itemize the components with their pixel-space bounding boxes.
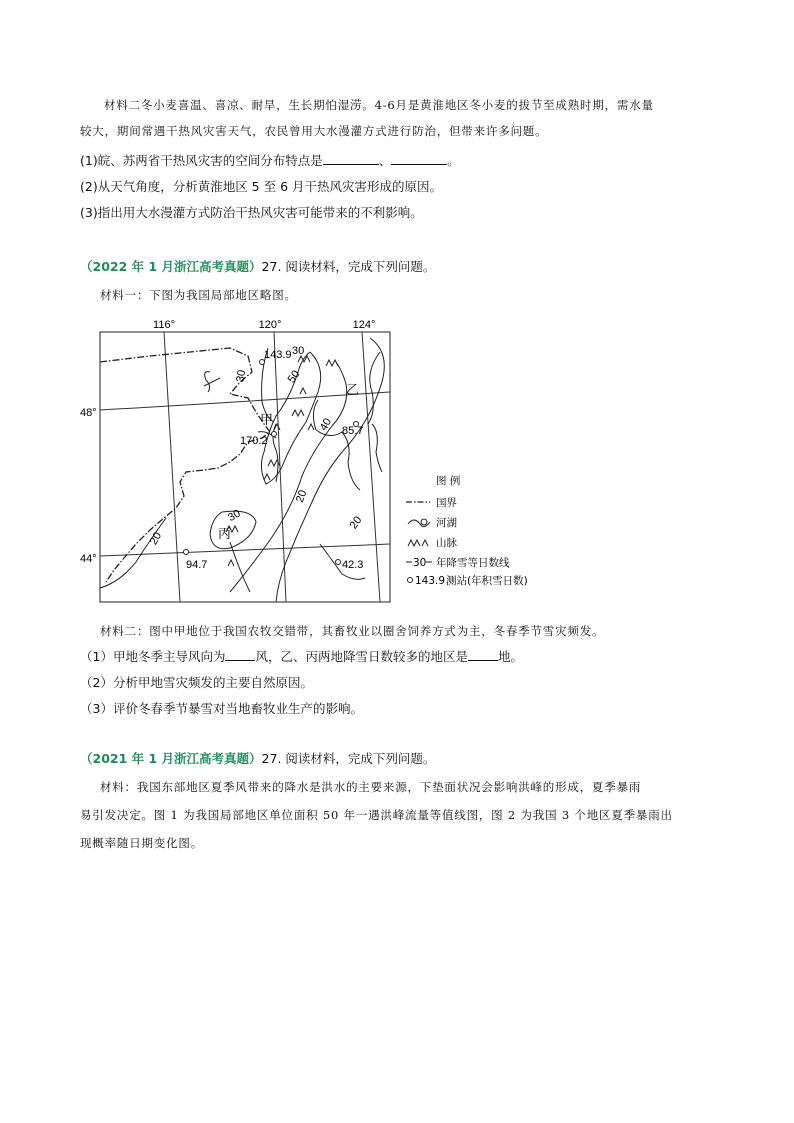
station-value: 85.7 [342, 425, 364, 437]
material2-line2: 较大，期间常遇干热风灾害天气，农民曾用大水漫灌方式进行防治，但带来许多问题。 [80, 124, 548, 138]
question-title: 27. 阅读材料，完成下列问题。 [261, 751, 436, 766]
mountains [226, 356, 338, 566]
legend-item-isoline: 年降雪等日数线 [436, 557, 510, 569]
place-bing: 丙 [218, 527, 232, 542]
section-2021-material-line3: 现概率随日期变化图。 [80, 836, 203, 850]
section-2021-header [80, 746, 720, 772]
answer-blank[interactable] [225, 646, 255, 661]
section-2022-q3: （3）评价冬春季节暴雪对当地畜牧业生产的影响。 [80, 701, 363, 716]
q1-text-b: 风，乙、丙两地降雪日数较多的地区是 [255, 649, 468, 664]
station-value: 94.7 [186, 559, 208, 571]
question-2: (2)从天气角度，分析黄淮地区 5 至 6 月干热风灾害形成的原因。 [80, 179, 443, 194]
legend-station-value: 143.9 [415, 575, 446, 587]
legend-item-border: 国界 [436, 497, 457, 509]
section-2022-material2: 材料二：图中甲地位于我国农牧交错带，其畜牧业以圈舍饲养方式为主，冬春季节雪灾频发。 [100, 624, 605, 638]
answer-blank[interactable] [468, 646, 498, 661]
isoline-label: 30 [226, 507, 243, 525]
material2-line1: 材料二冬小麦喜温、喜凉、耐旱，生长期怕湿涝。4-6月是黄淮地区冬小麦的拔节至成熟时期，需水量 [104, 98, 654, 112]
question-1 [80, 148, 720, 174]
regional-map [80, 312, 550, 612]
station-value: 42.3 [342, 559, 364, 571]
isoline-label: 50 [285, 368, 303, 386]
legend-title: 图 例 [436, 475, 461, 487]
separator: 、 [378, 153, 392, 168]
legend-item-river: 河湖 [436, 517, 457, 529]
section-2021-material-line2: 易引发决定。图 1 为我国局部地区单位面积 50 年一遇洪峰流量等值线图，图 2 为我国 3 个地区夏季暴雨出 [80, 808, 673, 822]
isoline-label: 20 [347, 514, 365, 532]
lat-label: 48° [80, 407, 97, 419]
question-title: 27. 阅读材料，完成下列问题。 [261, 259, 436, 274]
place-yi: 乙 [346, 383, 360, 398]
answer-blank[interactable] [391, 150, 447, 165]
lake [205, 372, 210, 392]
isoline-label: 30 [234, 369, 249, 384]
exam-source-tag: （2021 年 1 月浙江高考真题） [80, 751, 262, 766]
legend-sample-value: 30 [413, 557, 427, 569]
section-2021-material-line1: 材料：我国东部地区夏季风带来的降水是洪水的主要来源，下垫面状况会影响洪峰的形成，夏季暴雨 [100, 780, 642, 794]
rivers [230, 352, 382, 592]
section-2022-header [80, 254, 720, 280]
isoline-label: 30 [292, 345, 305, 357]
map-legend [406, 474, 528, 587]
legend-item-station: 测站(年积雪日数) [446, 575, 528, 587]
answer-blank[interactable] [323, 150, 379, 165]
lon-label: 124° [352, 319, 376, 331]
station-value: 143.9 [264, 349, 292, 361]
section-2022-q2: （2）分析甲地雪灾频发的主要自然原因。 [80, 675, 313, 690]
legend-item-mountain: 山脉 [436, 537, 457, 549]
lon-label: 116° [153, 319, 175, 331]
place-jia: 甲 [260, 413, 274, 428]
isoline-label: 40 [317, 416, 335, 433]
q1-text-a: （1）甲地冬季主导风向为 [80, 649, 226, 664]
lat-label: 44° [80, 553, 97, 565]
section-2022-q1 [80, 644, 720, 670]
question-1-text: (1)皖、苏两省干热风灾害的空间分布特点是 [80, 153, 323, 168]
isoline-label: 20 [147, 530, 165, 547]
q1-text-c: 地。 [497, 649, 523, 664]
question-1-end: 。 [447, 153, 460, 168]
section-2022-material1: 材料一：下图为我国局部地区略图。 [100, 288, 297, 302]
exam-source-tag: （2022 年 1 月浙江高考真题） [80, 259, 262, 274]
lon-label: 120° [258, 319, 282, 331]
question-3: (3)指出用大水漫灌方式防治干热风灾害可能带来的不利影响。 [80, 205, 423, 220]
station-value: 170.2 [240, 435, 268, 447]
isoline-label: 20 [293, 488, 310, 505]
